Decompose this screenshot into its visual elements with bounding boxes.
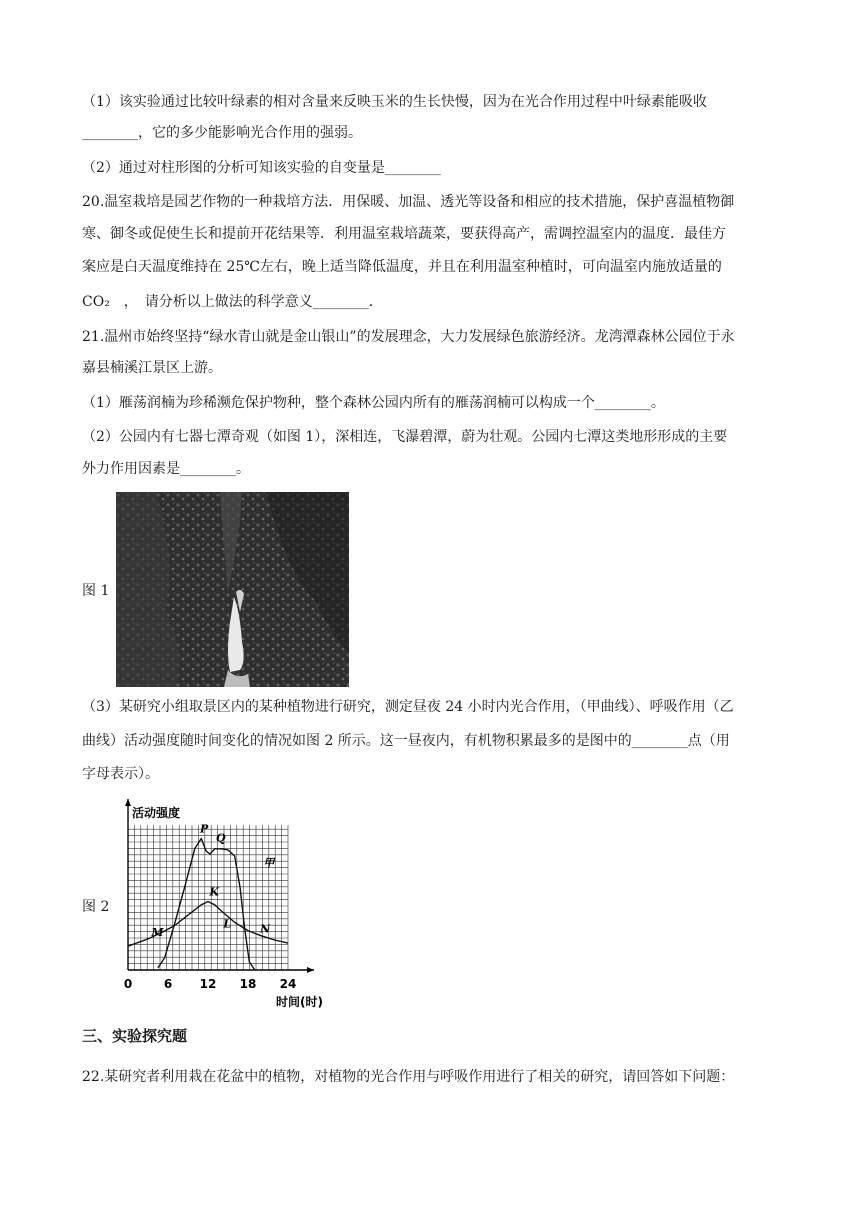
figure2-label: 图 2 — [82, 899, 110, 915]
y-axis-label: 活动强度 — [132, 806, 181, 820]
x-tick-label: 6 — [163, 977, 173, 991]
question-20-line1: 20.温室栽培是园艺作物的一种栽培方法．用保暖、加温、透光等设备和相应的技术措施，保护喜温植物御 — [82, 194, 735, 210]
point-label: Q — [216, 831, 226, 845]
question-19-part2: （2）通过对柱形图的分析可知该实验的自变量是________ — [82, 160, 441, 176]
x-tick-label: 0 — [123, 977, 133, 991]
question-21-part2-line1: （2）公园内有七器七潭奇观（如图 1），深相连，飞瀑碧潭，蔚为壮观。公园内七潭这类地形形成的主要 — [82, 429, 728, 445]
x-axis-label: 时间(时) — [276, 995, 323, 1009]
point-label: L — [223, 917, 232, 931]
question-19-part1-line1: （1）该实验通过比较叶绿素的相对含量来反映玉米的生长快慢，因为在光合作用过程中叶绿素能吸收 — [82, 94, 707, 110]
figure1-label: 图 1 — [82, 583, 110, 599]
point-label: 甲 — [263, 856, 275, 870]
point-label: M — [151, 925, 164, 939]
plot-area — [128, 825, 288, 970]
section-heading: 三、实验探究题 — [82, 1027, 188, 1045]
question-21-part3-line3: 字母表示）。 — [82, 766, 159, 782]
question-20-line2: 寒、御冬或促使生长和提前开花结果等．利用温室栽培蔬菜，要获得高产，需调控温室内的温度．最佳方 — [82, 226, 726, 242]
question-21-line1: 21.温州市始终坚持“绿水青山就是金山银山”的发展理念，大力发展绿色旅游经济。龙湾潭森林公园位于永 — [82, 329, 735, 345]
x-tick-label: 18 — [239, 977, 257, 991]
question-20-line3: 案应是白天温度维持在 25℃左右，晚上适当降低温度，并且在利用温室种植时，可向温室内施放适量的 — [82, 259, 722, 275]
point-label: K — [209, 885, 219, 899]
question-21-part1: （1）雁荡润楠为珍稀濒危保护物种，整个森林公园内所有的雁荡润楠可以构成一个________。 — [82, 395, 665, 411]
question-21-part3-line2: 曲线）活动强度随时间变化的情况如图 2 所示。这一昼夜内，有机物积累最多的是图中的________点（用 — [82, 733, 730, 749]
question-20-line4: CO₂ ， 请分析以上做法的科学意义________． — [82, 294, 383, 310]
question-22-line1: 22.某研究者利用栽在花盆中的植物，对植物的光合作用与呼吸作用进行了相关的研究，请回答如下问题： — [82, 1069, 735, 1085]
waterfall-photo — [116, 492, 349, 687]
question-21-part2-line2: 外力作用因素是________。 — [82, 461, 250, 477]
question-21-part3-line1: （3）某研究小组取景区内的某种植物进行研究，测定昼夜 24 小时内光合作用，（甲曲线）、呼吸作用（乙 — [82, 699, 734, 715]
y-axis-arrow — [125, 799, 131, 806]
activity-intensity-chart — [116, 795, 336, 1017]
question-19-part1-line2: ________，它的多少能影响光合作用的强弱。 — [82, 125, 362, 141]
point-label: P — [200, 822, 209, 836]
x-axis-arrow — [307, 967, 314, 973]
x-tick-label: 12 — [199, 977, 217, 991]
point-label: N — [260, 922, 271, 936]
x-tick-label: 24 — [279, 977, 297, 991]
question-21-line2: 嘉县楠溪江景区上游。 — [82, 360, 222, 376]
